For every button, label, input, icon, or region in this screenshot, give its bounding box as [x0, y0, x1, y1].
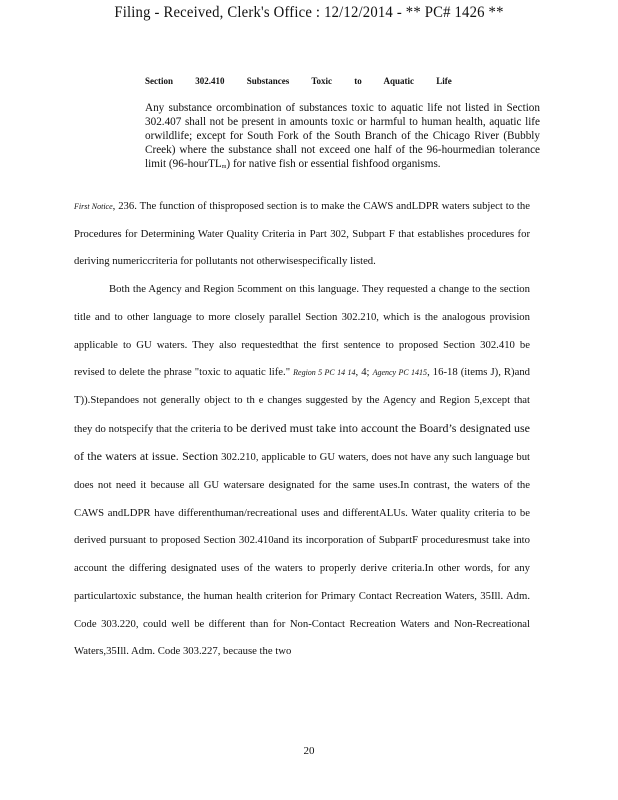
filing-header: Filing - Received, Clerk's Office : 12/12/2014 - ** PC# 1426 **	[114, 4, 504, 21]
citation-agency: Agency PC 1415	[372, 368, 428, 378]
quoted-rule-text	[145, 101, 540, 174]
body-text	[74, 193, 530, 666]
paragraph-2-part-b: , 4;	[355, 366, 370, 379]
citation-region5: Region 5 PC 14 14	[293, 368, 356, 378]
paragraph-2-part-d: 302.210, applicable to GU waters, does not have any such language but does not need it because all GU watersare designated for the same uses.In contrast, the waters of the CAWS andLDPR have differenthuman/recreational uses and differentALUs. Water quality criteria to be derived pursuant to proposed Section 302.410and its incorporation of SubpartF proceduresmust take into account the differing designated uses of the waters to properly derive criteria.In other words, for any particulartoxic substance, the human health criterion for Primary Contact Recreation Waters, 35Ill. Adm. Code 303.220, could well be different than for Non-Contact Recreation Waters and Non-Recreational Waters,35Ill. Adm. Code 303.227, because the two	[74, 451, 531, 658]
section-heading: Section 302.410 Substances Toxic to Aquatic Life	[145, 76, 452, 86]
paragraph-2-part-a: Both the Agency and Region 5comment on this language. They requested a change to the section title and to other language to more closely parallel Section 302.210, which is the analogous provision applicable to GU waters. They also requestedthat the first sentence to proposed Section 302.410 be revised to delete the phrase "toxic to aquatic life."	[74, 283, 530, 379]
paragraph-2	[74, 276, 530, 666]
quoted-rule-part2: ) for native fish or essential fishfood organisms.	[226, 158, 441, 170]
citation-first-notice: First Notice	[74, 202, 113, 211]
page-number: 20	[303, 745, 315, 757]
quoted-rule-part1: Any substance orcombination of substances toxic to aquatic life not listed in Section 302.407 shall not be present in amounts toxic or harmful to human health, aquatic life orwildlife; except for South Fork of the South Branch of the Chicago River (Bubbly Creek) where the substance shall not exceed one half of the 96-hourmedian tolerance limit (96-hourTL	[145, 102, 540, 170]
quoted-rule-subscript: m	[221, 164, 227, 170]
paragraph-1-text: , 236. The function of thisproposed section is to make the CAWS andLDPR waters subject to the Procedures for Determining Water Quality Criteria in Part 302, Subpart F that establishes procedures for deriving numericcriteria for pollutants not otherwisespecifically listed.	[74, 200, 530, 268]
paragraph-1	[74, 193, 530, 276]
paragraph-2-part-c: , 16-18 (items J), R)and T)).Stepandoes not generally object to th e changes suggested by the Agency and Region 5,except that they do notspecify that the criteria	[74, 366, 531, 435]
paragraph-2-emphasis: to be derived must take into account the Board’s designated use of the waters at issue. Section	[74, 420, 531, 464]
